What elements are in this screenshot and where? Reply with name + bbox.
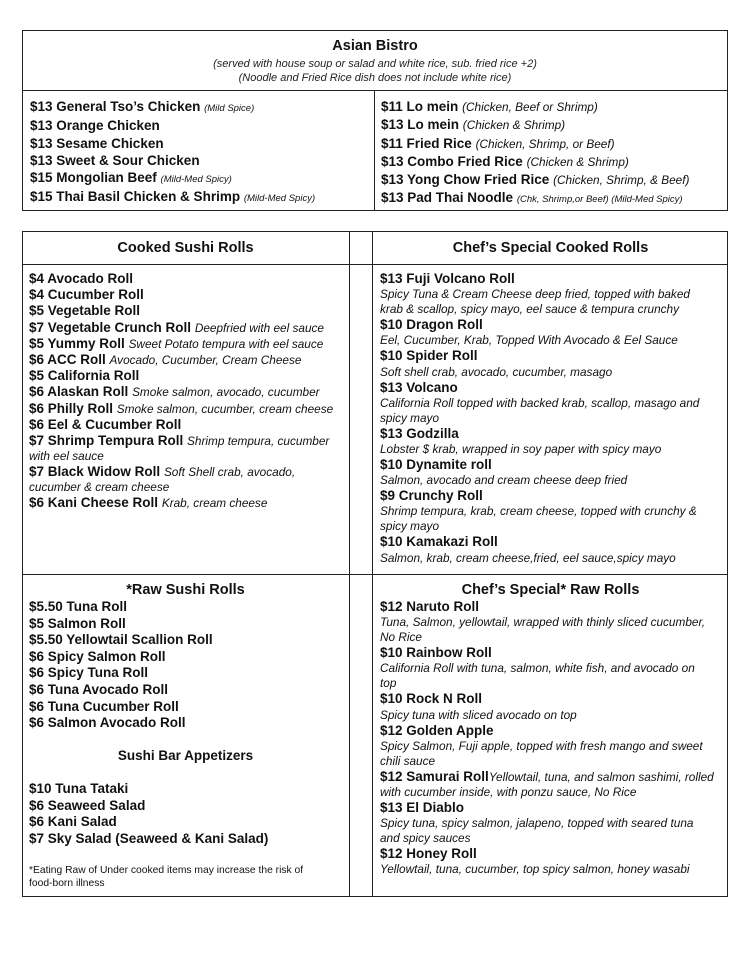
appetizers-list xyxy=(29,781,347,847)
list-item: $7 Vegetable Crunch Roll Deepfried with eel sauce xyxy=(29,319,324,335)
list-item: $13 El Diablo xyxy=(380,800,465,816)
list-item-desc: top xyxy=(380,676,397,691)
menu-item: $13 Lo mein (Chicken & Shrimp) xyxy=(381,117,566,133)
bistro-divider xyxy=(22,90,728,91)
bistro-note-1: (served with house soup or salad and white rice, sub. fried rice +2) xyxy=(213,58,537,70)
sushi-gap-left-line xyxy=(349,231,350,897)
list-item: $9 Crunchy Roll xyxy=(380,488,483,504)
list-item-desc: Salmon, krab, cream cheese,fried, eel sauce,spicy mayo xyxy=(380,550,676,565)
appetizers-header: Sushi Bar Appetizers xyxy=(117,748,254,763)
menu-item: $13 Yong Chow Fried Rice (Chicken, Shrimp, & Beef) xyxy=(381,172,690,188)
menu-item: $13 General Tso’s Chicken (Mild Spice) xyxy=(30,99,255,114)
list-item-desc: Shrimp tempura, krab, cream cheese, topped with crunchy & xyxy=(380,504,697,519)
list-item-desc: California Roll topped with backed krab, scallop, masago and xyxy=(380,395,700,410)
list-item: $7 Sky Salad (Seaweed & Kani Salad) xyxy=(29,830,269,846)
list-item-desc: with cucumber inside, with ponzu sauce, No Rice xyxy=(380,785,637,800)
menu-item: $11 Fried Rice (Chicken, Shrimp, or Beef) xyxy=(381,135,615,151)
raw-rolls-header: *Raw Sushi Rolls xyxy=(126,582,245,598)
list-item-desc: and spicy sauces xyxy=(380,831,471,846)
list-item-desc: Salmon, avocado and cream cheese deep fried xyxy=(380,473,628,488)
list-item: $13 Godzilla xyxy=(380,425,459,441)
list-item: $6 Seaweed Salad xyxy=(29,797,146,813)
list-item-desc: Eel, Cucumber, Krab, Topped With Avocado & Eel Sauce xyxy=(380,333,678,348)
list-item: $7 Shrimp Tempura Roll Shrimp tempura, cucumber xyxy=(29,433,330,449)
list-item: $6 Tuna Avocado Roll xyxy=(29,681,169,697)
list-item: $7 Black Widow Roll Soft Shell crab, avocado, xyxy=(29,464,296,480)
list-item: $12 Honey Roll xyxy=(380,846,477,862)
cooked-rolls-list xyxy=(29,271,347,512)
list-item-desc: cucumber & cream cheese xyxy=(29,480,170,495)
list-item: $6 Kani Cheese Roll Krab, cream cheese xyxy=(29,495,268,511)
list-item: $6 Eel & Cucumber Roll xyxy=(29,416,182,432)
menu-item: $13 Sesame Chicken xyxy=(30,135,164,151)
list-item: $10 Dragon Roll xyxy=(380,317,483,333)
list-item: $10 Dynamite roll xyxy=(380,457,492,473)
list-item-desc: Spicy Tuna & Cream Cheese deep fried, topped with baked xyxy=(380,287,690,302)
list-item-desc: Spicy tuna, spicy salmon, jalapeno, topped with seared tuna xyxy=(380,816,694,831)
bistro-column-divider xyxy=(374,90,375,211)
list-item: $10 Kamakazi Roll xyxy=(380,534,498,550)
list-item: $12 Samurai RollYellowtail, tuna, and salmon sashimi, rolled xyxy=(380,768,714,784)
menu-item: $13 Combo Fried Rice (Chicken & Shrimp) xyxy=(381,153,629,169)
list-item: $5 Vegetable Roll xyxy=(29,303,141,319)
chef-raw-rolls-list xyxy=(380,599,726,877)
sushi-header-divider xyxy=(22,264,728,265)
menu-item: $13 Pad Thai Noodle (Chk, Shrimp,or Beef) (Mild-Med Spicy) xyxy=(381,190,683,206)
list-item-desc: chili sauce xyxy=(380,753,436,768)
list-item: $12 Naruto Roll xyxy=(380,599,480,614)
list-item: $10 Tuna Tataki xyxy=(29,781,129,796)
list-item: $10 Rock N Roll xyxy=(380,691,483,707)
list-item-desc: with eel sauce xyxy=(29,449,104,464)
bistro-right-list xyxy=(381,98,689,209)
list-item: $6 Spicy Tuna Roll xyxy=(29,665,149,681)
bistro-left-list xyxy=(30,98,315,208)
list-item: $6 Salmon Avocado Roll xyxy=(29,715,186,731)
warning-line: *Eating Raw of Under cooked items may increase the risk of xyxy=(29,865,304,876)
list-item-desc: California Roll with tuna, salmon, white fish, and avocado on xyxy=(380,661,695,676)
list-item: $5 California Roll xyxy=(29,368,140,384)
menu-item: $13 Sweet & Sour Chicken xyxy=(30,152,200,168)
list-item-desc: Spicy tuna with sliced avocado on top xyxy=(380,707,577,722)
bistro-title: Asian Bistro xyxy=(332,38,418,54)
warning-line: food-born illness xyxy=(29,878,105,889)
list-item: $10 Spider Roll xyxy=(380,348,478,364)
list-item: $4 Cucumber Roll xyxy=(29,287,144,303)
list-item: $6 Spicy Salmon Roll xyxy=(29,648,166,664)
menu-item: $13 Orange Chicken xyxy=(30,118,160,134)
list-item-desc: spicy mayo xyxy=(380,519,440,534)
list-item: $13 Volcano xyxy=(380,379,458,395)
list-item: $6 ACC Roll Avocado, Cucumber, Cream Cheese xyxy=(29,352,302,368)
bistro-header xyxy=(22,38,728,85)
list-item: $12 Golden Apple xyxy=(380,722,494,738)
list-item-desc: Spicy Salmon, Fuji apple, topped with fresh mango and sweet xyxy=(380,738,703,753)
menu-item: $11 Lo mein (Chicken, Beef or Shrimp) xyxy=(381,99,598,114)
list-item: $5.50 Yellowtail Scallion Roll xyxy=(29,632,213,648)
list-item-desc: spicy mayo xyxy=(380,410,440,425)
cooked-rolls-header: Cooked Sushi Rolls xyxy=(117,240,254,256)
menu-item: $15 Thai Basil Chicken & Shrimp (Mild-Med Spicy) xyxy=(30,189,316,205)
list-item-desc: Yellowtail, tuna, cucumber, top spicy salmon, honey wasabi xyxy=(380,862,690,877)
list-item: $5 Salmon Roll xyxy=(29,615,126,631)
list-item: $5 Yummy Roll Sweet Potato tempura with eel sauce xyxy=(29,335,324,351)
chef-cooked-rolls-list xyxy=(380,271,726,566)
chef-raw-rolls-header: Chef’s Special* Raw Rolls xyxy=(461,582,640,598)
list-item-desc: krab & scallop, spicy mayo, eel sauce & tempura crunchy xyxy=(380,302,679,317)
menu-item: $15 Mongolian Beef (Mild-Med Spicy) xyxy=(30,170,232,186)
list-item-desc: Soft shell crab, avocado, cucumber, masago xyxy=(380,364,613,379)
list-item: $6 Philly Roll Smoke salmon, cucumber, cream cheese xyxy=(29,400,334,416)
list-item: $6 Tuna Cucumber Roll xyxy=(29,698,179,714)
list-item: $6 Kani Salad xyxy=(29,814,117,830)
chef-cooked-rolls-header: Chef’s Special Cooked Rolls xyxy=(452,240,649,256)
list-item-desc: No Rice xyxy=(380,630,422,645)
list-item: $5.50 Tuna Roll xyxy=(29,599,128,614)
list-item: $13 Fuji Volcano Roll xyxy=(380,271,515,286)
bistro-note-2: (Noodle and Fried Rice dish does not include white rice) xyxy=(238,72,512,84)
list-item-desc: Lobster $ krab, wrapped in soy paper with spicy mayo xyxy=(380,442,662,457)
sushi-middle-divider xyxy=(22,574,728,575)
list-item-desc: Tuna, Salmon, yellowtail, wrapped with thinly sliced cucumber, xyxy=(380,615,706,630)
sushi-gap-right-line xyxy=(372,231,373,897)
list-item: $10 Rainbow Roll xyxy=(380,645,492,661)
raw-rolls-list xyxy=(29,599,347,732)
list-item: $4 Avocado Roll xyxy=(29,271,134,286)
list-item: $6 Alaskan Roll Smoke salmon, avocado, cucumber xyxy=(29,384,320,400)
raw-warning xyxy=(29,864,347,890)
